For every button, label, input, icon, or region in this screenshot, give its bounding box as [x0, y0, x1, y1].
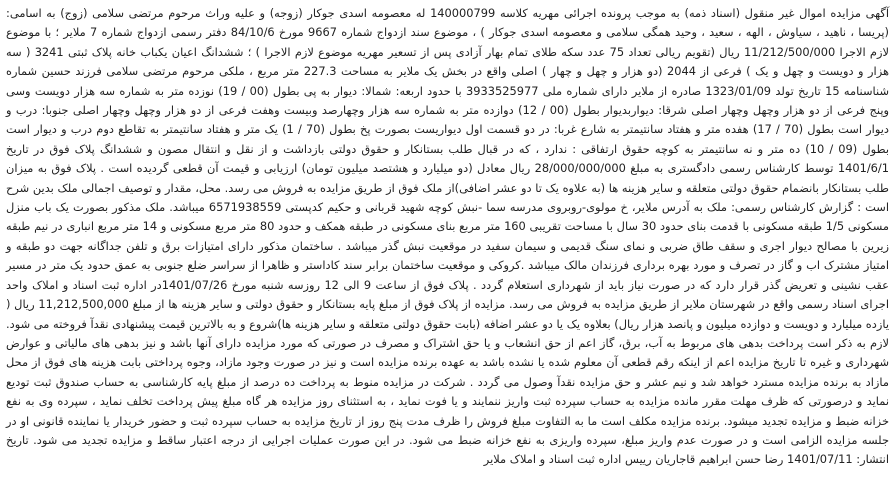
notice-text: آگهی مزایده اموال غیر منقول (اسناد ذمه) به موجب پرونده اجرائی مهریه کلاسه 140000799 له معصومه اسدی جوکار (زوجه) و علیه وراث مرحوم مرتضی سلامی (زوج) به اسامی: (پریسا ، ناهید ، سیاوش ، الهه ، سعید ، وحید همگی سلامی و معصومه اسدی جوکار ) ، موضوع سند ازدواج شماره 9667 مورخ 84/10/6 دفتر رسمی ازدواج شماره 7 ملایر ؛ با موضوع لازم الاجرا 11/212/500/000 ریال (تقویم ریالی تعداد 75 عدد سکه طلای تمام بهار آزادی پس از تسعیر مهریه موضوع لازم الاجرا ) ؛ ششدانگ اعیان یکباب خانه پلاک ثبتی 3241 ( سه هزار و دویست و چهل و یک ) فرعی از 2044 (دو هزار و چهل و چهار ) اصلی واقع در بخش یک ملایر به مساحت 227.3 متر مربع ، ملکی مرحوم مرتضی سلامی فرزند حسین شماره شناسنامه 15 تاریخ تولد 1323/01/09 صادره از ملایر دارای شماره ملی 3933525977 با حدود اربعه: شمالا: دیوار به پی بطول (00 / 19) نوزده متر به شماره سه هزار دویست وسی وپنج فرعی از دو هزار وچهل وچهار اصلی شرقا: دیواربدیوار بطول (00 / 12) دوازده متر به شماره سه هزار وچهارصد وبیست وهفت فرعی از دو هزار وچهل وچهار اصلی جنوبا: درب و دیوار است بطول (70 / 17) هفده متر و هفتاد سانتیمتر به شارع غربا: در دو قسمت اول دیواریست بصورت پخ بطول (70 / 1) یک متر و هفتاد سانتیمتر به تقاطع دوم درب و دیوار است بطول (09 / 10) ده متر و نه سانتیمتر به کوچه حقوق ارتفاقی : ندارد ، که در قبال طلب بستانکار و حقوق دولتی بازداشت و از نقل و انتقال مصون و ششدانگ پلاک فوق در تاریخ 1401/6/1 توسط کارشناس رسمی دادگستری به مبلغ 28/000/000/000 ریال معادل (دو میلیارد و هشتصد میلیون تومان) ارزیابی و قیمت آن قطعی گردیده است . پلاک فوق به میزان طلب بستانکار بانضمام حقوق دولتی متعلقه و سایر هزینه ها (به علاوه یک تا دو عشر اضافی)از ملک فوق از طریق مزایده به فروش می رسد. محل، مقدار و توصیف اجمالی ملک بدین شرح است : گزارش کارشناس رسمی: ملک به آدرس ملایر، خ مولوی-روبروی مدرسه سما -نبش کوچه شهید قربانی و حکیم کدپستی 6571938559 میباشد. ملک مذکور بصورت یک باب منزل مسکونی 1/5 طبقه مسکونی با قدمت بنای حدود 30 سال با مساحت تقریبی 160 متر مربع بنای مسکونی در طبقه همکف و حدود 80 متر مربع مسکونی و 14 متر مربع انباری در نیم طبقه زیرین با مصالح دیوار اجری و سقف طاق ضربی و نمای سنگ قدیمی و سیمان سفید در موقعیت نبش گذر میباشد . ساختمان مذکور دارای امتیازات برق و تلفن جداگانه جهت دو طبقه و امتیاز مشترک اب و گاز در تصرف و مورد بهره برداری فرزندان مالک میباشد .کروکی و موقعیت ساختمان برابر سند کاداستر و ظاهرا از سراسر ضلع جنوبی به عمق حدود یک متر در مسیر عقب نشینی و تعریض گذر قرار دارد که در صورت نیاز باید از شهرداری استعلام گردد . پلاک فوق از ساعت 9 الی 12 روزسه شنبه مورخ 1401/07/26در اداره ثبت اسناد و املاک واحد اجرای اسناد رسمی واقع در شهرستان ملایر از طریق مزایده به فروش می رسد. مزایده از پلاک فوق از مبلغ پایه بستانکار و حقوق دولتی و سایر هزینه ها از مبلغ 11,212,500,000 ریال ( یازده میلیارد و دویست و دوازده میلیون و پانصد هزار ریال) بعلاوه یک یا دو عشر اضافه (بابت حقوق دولتی متعلقه و سایر هزینه ها)شروع و به بالاترین قیمت پیشنهادی نقدآ فروخته می شود. لازم به ذکر است پرداخت بدهی های مربوط به آب، برق، گاز اعم از حق انشعاب و یا حق اشتراک و مصرف در صورتی که مورد مزایده دارای آنها باشد و نیز بدهی های مالیاتی و عوارض شهرداری و غیره تا تاریخ مزایده اعم از اینکه رقم قطعی آن معلوم شده یا نشده باشد به عهده برنده مزایده است و نیز در صورت وجود مازاد، وجوه پرداختی بابت هزینه های فوق از محل مازاد به برنده مزایده مسترد خواهد شد و نیم عشر و حق مزایده نقدآ وصول می گردد . شرکت در مزایده منوط به پرداخت ده درصد از مبلغ پایه کارشناسی به حساب صندوق ثبت توديع نمايد و درصورتی که ظرف مهلت مقرر مانده مزایده به حساب سپرده ثبت واریز ننمایند و یا فوت نماید ، به استثنای روز مزایده هر گاه مبلغ پیش پرداخت تخلف نماید ، سپرده وی به نفع خزانه ضبط و مزایده تجدید میشود. برنده مزایده مکلف است ما به التفاوت مبلغ فروش را ظرف مدت پنج روز از تاریخ مزایده به حساب سپرده ثبت و حضور خریدار یا نماینده قانونی او در جلسه مزایده الزامی است و در صورت عدم واریز مبلغ، سپرده واریزی به نفع خزانه ضبط می شود. در این صورت عملیات اجرایی از درجه اعتبار ساقط و مزایده تجدید می شود. تاریخ انتشار: 1401/07/11 رضا حسن ابراهیم قاجاریان رییس اداره ثبت اسناد و املاک ملایر [6, 6, 890, 467]
